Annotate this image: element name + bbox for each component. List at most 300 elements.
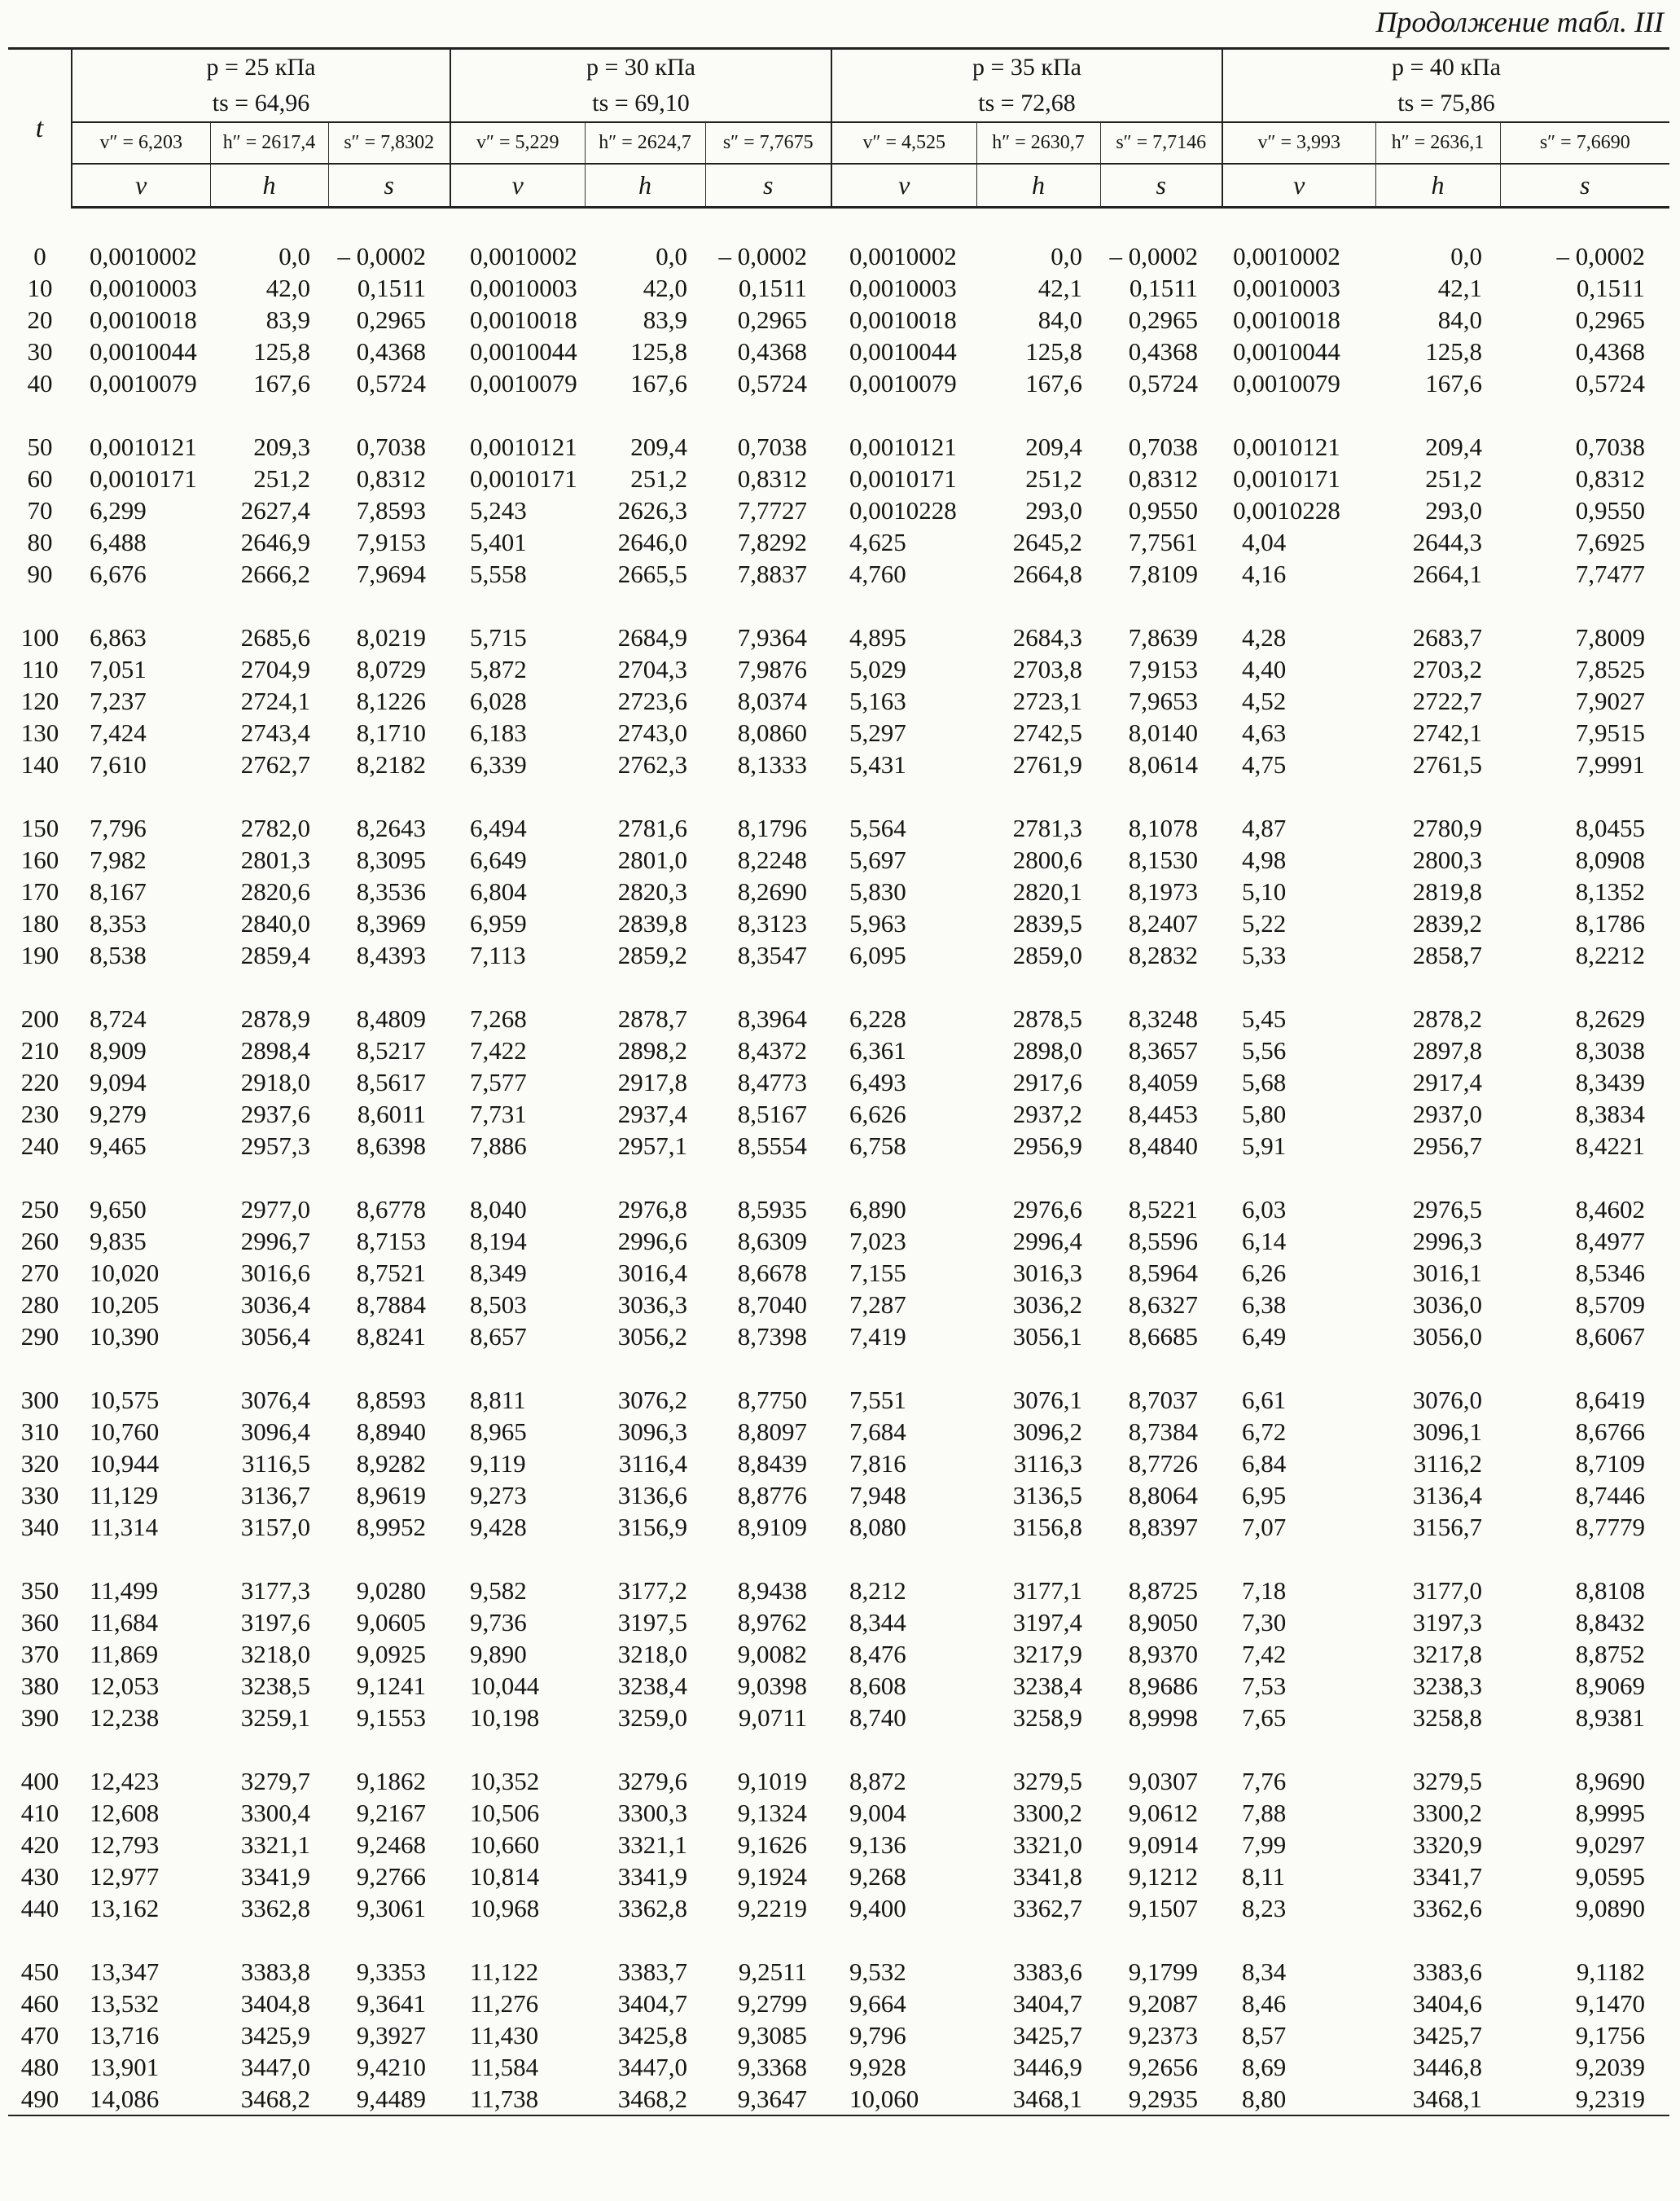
value-cell: 9,0297 xyxy=(1575,1830,1646,1859)
value-cell: 9,796 xyxy=(849,2021,906,2049)
value-cell: 7,9153 xyxy=(356,528,426,556)
table-row xyxy=(8,844,1669,876)
value-cell: 7,796 xyxy=(90,814,147,842)
value-cell: 9,136 xyxy=(849,1830,906,1859)
value-cell: 293,0 xyxy=(1425,496,1482,525)
value-cell: 2704,9 xyxy=(240,655,310,683)
value-cell: 2898,4 xyxy=(240,1036,310,1065)
value-cell: 3258,8 xyxy=(1412,1703,1482,1732)
value-cell: 0,0010002 xyxy=(470,242,577,270)
value-cell: 167,6 xyxy=(1425,369,1482,398)
value-cell: 0,0010079 xyxy=(90,369,197,398)
value-cell: 167,6 xyxy=(1025,369,1082,398)
value-cell: 8,9998 xyxy=(1128,1703,1198,1732)
table-row xyxy=(8,1098,1669,1130)
value-cell: 8,4840 xyxy=(1128,1131,1198,1160)
value-cell: 8,344 xyxy=(849,1608,906,1636)
value-cell: 8,2629 xyxy=(1575,1004,1646,1033)
value-cell: 3404,7 xyxy=(617,1989,687,2018)
value-cell: 8,5964 xyxy=(1128,1259,1198,1287)
value-cell: 13,532 xyxy=(90,1989,160,2018)
value-cell: 0,1511 xyxy=(738,274,807,302)
temperature-cell: 210 xyxy=(20,1036,59,1065)
value-cell: 0,8312 xyxy=(737,464,807,493)
value-cell: 2782,0 xyxy=(240,814,310,842)
temperature-cell: 110 xyxy=(21,655,59,683)
value-cell: 2918,0 xyxy=(240,1068,310,1096)
value-cell: 5,401 xyxy=(470,528,527,556)
value-cell: 9,582 xyxy=(470,1576,527,1605)
table-row xyxy=(8,558,1669,590)
temperature-cell: 420 xyxy=(20,1830,59,1859)
value-cell: 8,0614 xyxy=(1128,750,1198,779)
value-cell: 8,8108 xyxy=(1575,1576,1646,1605)
value-cell: 5,715 xyxy=(470,623,527,652)
saturation-value: h″ = 2624,7 xyxy=(585,122,705,164)
value-cell: 8,9438 xyxy=(737,1576,807,1605)
pressure-label: p = 30 кПа xyxy=(586,54,695,81)
value-cell: 3036,0 xyxy=(1412,1290,1482,1319)
value-cell: 2956,9 xyxy=(1012,1131,1082,1160)
value-cell: 8,5217 xyxy=(356,1036,426,1065)
value-cell: 2937,6 xyxy=(240,1100,310,1128)
value-cell: 9,3647 xyxy=(705,2083,831,2115)
value-cell: 7,982 xyxy=(90,846,147,874)
value-cell: 8,4372 xyxy=(737,1036,807,1065)
value-cell: 2685,6 xyxy=(240,623,310,652)
value-cell: 8,7109 xyxy=(1575,1449,1646,1478)
value-cell: 83,9 xyxy=(265,305,310,334)
value-cell: 9,400 xyxy=(849,1894,906,1922)
value-cell: 2840,0 xyxy=(240,909,310,938)
value-cell: 251,2 xyxy=(630,464,687,493)
value-cell: 6,339 xyxy=(470,750,527,779)
value-cell: 4,75 xyxy=(1242,750,1287,779)
value-cell: 3096,3 xyxy=(617,1417,687,1446)
value-cell: 0,0010018 xyxy=(90,305,197,334)
table-row xyxy=(8,876,1669,907)
value-cell: 3016,6 xyxy=(240,1259,310,1287)
temperature-cell: 290 xyxy=(20,1322,59,1351)
value-cell: 8,4773 xyxy=(737,1068,807,1096)
value-cell: 3279,7 xyxy=(240,1767,310,1795)
value-cell: 5,029 xyxy=(849,655,906,683)
value-cell: 8,3248 xyxy=(1128,1004,1198,1033)
value-cell: 3116,3 xyxy=(1013,1449,1082,1478)
table-body xyxy=(8,208,1669,2116)
table-row xyxy=(8,494,1669,526)
value-cell: 0,8312 xyxy=(1128,464,1198,493)
value-cell: 9,2219 xyxy=(737,1894,807,1922)
value-cell: 2762,7 xyxy=(240,750,310,779)
value-cell: 8,2407 xyxy=(1128,909,1198,938)
value-cell: 8,3964 xyxy=(737,1004,807,1033)
value-cell: 4,28 xyxy=(1242,623,1287,652)
spacer-cell xyxy=(8,399,1669,431)
value-cell: 7,287 xyxy=(849,1290,906,1319)
value-cell: 209,4 xyxy=(1025,433,1082,461)
value-cell: 3321,1 xyxy=(240,1830,310,1859)
temperature-cell: 100 xyxy=(20,623,59,652)
table-row xyxy=(8,1035,1669,1066)
temperature-cell: 230 xyxy=(20,1100,59,1128)
value-cell: 2898,0 xyxy=(1012,1036,1082,1065)
value-cell: 12,238 xyxy=(90,1703,160,1732)
value-cell: 0,0010171 xyxy=(1233,464,1340,493)
temperature-cell: 450 xyxy=(20,1957,59,1986)
value-cell: 0,1511 xyxy=(357,274,426,302)
value-cell: 9,3353 xyxy=(356,1957,426,1986)
table-row xyxy=(8,1479,1669,1511)
value-cell: 2878,9 xyxy=(240,1004,310,1033)
value-cell: 11,869 xyxy=(90,1640,159,1668)
temperature-cell: 370 xyxy=(20,1640,59,1668)
value-cell: 5,830 xyxy=(849,877,906,906)
value-cell: 8,0860 xyxy=(737,718,807,747)
value-cell: 8,811 xyxy=(470,1386,526,1414)
value-cell: 3279,5 xyxy=(1412,1767,1482,1795)
value-cell: 2704,3 xyxy=(617,655,687,683)
value-cell: 0,5724 xyxy=(737,369,807,398)
value-cell: 6,26 xyxy=(1242,1259,1287,1287)
value-cell: – 0,0002 xyxy=(337,242,426,270)
value-cell: 6,493 xyxy=(849,1068,906,1096)
temperature-cell: 340 xyxy=(20,1513,59,1541)
column-symbol: v xyxy=(1222,164,1375,208)
temperature-cell: 60 xyxy=(27,464,53,493)
value-cell: 10,390 xyxy=(90,1322,160,1351)
value-cell: 10,506 xyxy=(470,1799,540,1827)
value-cell: 9,1182 xyxy=(1576,1957,1646,1986)
value-cell: 3096,1 xyxy=(1412,1417,1482,1446)
column-symbol: s xyxy=(1500,164,1669,208)
value-cell: 0,4368 xyxy=(1575,337,1646,366)
value-cell: 10,814 xyxy=(470,1862,540,1891)
value-cell: 5,963 xyxy=(849,909,906,938)
value-cell: 6,38 xyxy=(1242,1290,1287,1319)
value-cell: 9,2319 xyxy=(1500,2083,1669,2115)
value-cell: 10,205 xyxy=(90,1290,160,1319)
value-cell: 7,9153 xyxy=(1128,655,1198,683)
value-cell: 8,7726 xyxy=(1128,1449,1198,1478)
value-cell: 13,716 xyxy=(90,2021,160,2049)
table-row xyxy=(8,1003,1669,1035)
value-cell: 6,626 xyxy=(849,1100,906,1128)
value-cell: 11,129 xyxy=(90,1481,159,1509)
value-cell: 5,697 xyxy=(849,846,906,874)
value-cell: 0,0 xyxy=(656,242,687,270)
value-cell: 9,1553 xyxy=(356,1703,426,1732)
value-cell: 0,0010079 xyxy=(470,369,577,398)
value-cell: 8,0219 xyxy=(356,623,426,652)
value-cell: 125,8 xyxy=(253,337,310,366)
value-cell: 2957,1 xyxy=(617,1131,687,1160)
value-cell: 8,5709 xyxy=(1575,1290,1646,1319)
value-cell: 8,6766 xyxy=(1575,1417,1646,1446)
value-cell: 8,69 xyxy=(1242,2053,1287,2081)
value-cell: 7,42 xyxy=(1242,1640,1287,1668)
table-row xyxy=(8,2019,1669,2051)
value-cell: 9,465 xyxy=(90,1131,147,1160)
value-cell: 3156,7 xyxy=(1412,1513,1482,1541)
saturation-value: s″ = 7,8302 xyxy=(328,122,450,164)
value-cell: 3425,9 xyxy=(240,2021,310,2049)
value-cell: 2976,6 xyxy=(1012,1195,1082,1224)
value-cell: 8,8940 xyxy=(356,1417,426,1446)
value-cell: 8,2182 xyxy=(356,750,426,779)
value-cell: 6,676 xyxy=(90,560,147,588)
value-cell: 9,0082 xyxy=(737,1640,807,1668)
t-column-header: t xyxy=(8,49,72,208)
value-cell: 7,8837 xyxy=(737,560,807,588)
value-cell: 0,0010171 xyxy=(849,464,957,493)
temperature-cell: 320 xyxy=(20,1449,59,1478)
temperature-cell: 430 xyxy=(20,1862,59,1891)
value-cell: 2742,1 xyxy=(1412,718,1482,747)
value-cell: 9,094 xyxy=(90,1068,147,1096)
value-cell: 9,0595 xyxy=(1575,1862,1646,1891)
value-cell: 125,8 xyxy=(1025,337,1082,366)
saturation-value: h″ = 2630,7 xyxy=(976,122,1100,164)
value-cell: 84,0 xyxy=(1437,305,1482,334)
temperature-cell: 70 xyxy=(27,496,53,525)
value-cell: 7,424 xyxy=(90,718,147,747)
value-cell: 9,0280 xyxy=(356,1576,426,1605)
temperature-cell: 330 xyxy=(20,1481,59,1509)
value-cell: 8,34 xyxy=(1242,1957,1287,1986)
value-cell: 0,0010044 xyxy=(470,337,577,366)
value-cell: 9,0398 xyxy=(737,1672,807,1700)
temperature-cell: 150 xyxy=(20,814,59,842)
value-cell: 7,268 xyxy=(470,1004,527,1033)
value-cell: 3116,2 xyxy=(1413,1449,1482,1478)
value-cell: 0,8312 xyxy=(356,464,426,493)
temperature-cell: 260 xyxy=(20,1227,59,1255)
saturation-temperature-label: ts = 75,86 xyxy=(1397,90,1495,116)
value-cell: 8,1333 xyxy=(737,750,807,779)
table-row xyxy=(8,1289,1669,1320)
value-cell: 3016,1 xyxy=(1412,1259,1482,1287)
table-row xyxy=(8,2083,1669,2115)
column-symbol: h xyxy=(585,164,705,208)
pressure-group-header xyxy=(450,49,831,123)
value-cell: 2683,7 xyxy=(1412,623,1482,652)
value-cell: 9,1862 xyxy=(356,1767,426,1795)
value-cell: 3425,8 xyxy=(617,2021,687,2049)
value-cell: 0,2965 xyxy=(737,305,807,334)
temperature-cell: 170 xyxy=(20,877,59,906)
value-cell: 13,347 xyxy=(90,1957,160,1986)
value-cell: 2996,3 xyxy=(1412,1227,1482,1255)
value-cell: 7,155 xyxy=(849,1259,906,1287)
temperature-cell: 410 xyxy=(20,1799,59,1827)
value-cell: 3036,3 xyxy=(617,1290,687,1319)
table-row xyxy=(8,907,1669,939)
value-cell: 8,657 xyxy=(470,1322,527,1351)
table-row xyxy=(8,1606,1669,1638)
value-cell: 8,46 xyxy=(1242,1989,1287,2018)
value-cell: 3404,6 xyxy=(1412,1989,1482,2018)
value-cell: 7,7727 xyxy=(737,496,807,525)
value-cell: 8,5617 xyxy=(356,1068,426,1096)
value-cell: 6,84 xyxy=(1242,1449,1287,1478)
value-cell: 11,430 xyxy=(470,2021,539,2049)
value-cell: 5,80 xyxy=(1242,1100,1287,1128)
value-cell: 8,9686 xyxy=(1128,1672,1198,1700)
value-cell: 9,4210 xyxy=(356,2053,426,2081)
value-cell: 3383,7 xyxy=(617,1957,687,1986)
value-cell: 8,2248 xyxy=(737,846,807,874)
value-cell: 8,2212 xyxy=(1575,941,1646,969)
value-cell: 10,575 xyxy=(90,1386,160,1414)
value-cell: 8,7153 xyxy=(356,1227,426,1255)
value-cell: 5,45 xyxy=(1242,1004,1287,1033)
value-cell: 3177,1 xyxy=(1012,1576,1082,1605)
value-cell: 7,8292 xyxy=(737,528,807,556)
temperature-cell: 0 xyxy=(33,242,46,270)
value-cell: 7,9991 xyxy=(1575,750,1646,779)
value-cell: 3076,0 xyxy=(1412,1386,1482,1414)
value-cell: 3177,0 xyxy=(1412,1576,1482,1605)
table-row xyxy=(8,1702,1669,1733)
temperature-cell: 80 xyxy=(27,528,53,556)
value-cell: 2646,9 xyxy=(240,528,310,556)
value-cell: 209,4 xyxy=(630,433,687,461)
value-cell: 7,8593 xyxy=(356,496,426,525)
value-cell: 167,6 xyxy=(630,369,687,398)
column-symbol: s xyxy=(1100,164,1222,208)
spacer-row xyxy=(8,971,1669,1003)
value-cell: 0,7038 xyxy=(1128,433,1198,461)
value-cell: 9,1799 xyxy=(1128,1957,1198,1986)
value-cell: 7,76 xyxy=(1242,1767,1287,1795)
value-cell: 9,532 xyxy=(849,1957,906,1986)
temperature-cell: 10 xyxy=(27,274,53,302)
value-cell: 9,1212 xyxy=(1128,1862,1198,1891)
table-row xyxy=(8,1797,1669,1829)
value-cell: 7,9694 xyxy=(356,560,426,588)
value-cell: 3362,8 xyxy=(617,1894,687,1922)
table-row xyxy=(8,812,1669,844)
value-cell: 7,65 xyxy=(1242,1703,1287,1732)
value-cell: 2898,2 xyxy=(617,1036,687,1065)
value-cell: 2743,0 xyxy=(617,718,687,747)
temperature-cell: 40 xyxy=(27,369,53,398)
value-cell: 9,2766 xyxy=(356,1862,426,1891)
value-cell: 3056,2 xyxy=(617,1322,687,1351)
temperature-cell: 480 xyxy=(20,2053,59,2081)
value-cell: 9,273 xyxy=(470,1481,527,1509)
temperature-cell: 140 xyxy=(20,750,59,779)
value-cell: 3177,2 xyxy=(617,1576,687,1605)
value-cell: 3076,4 xyxy=(240,1386,310,1414)
value-cell: 12,423 xyxy=(90,1767,160,1795)
saturation-temperature-label: ts = 69,10 xyxy=(592,90,690,116)
value-cell: 6,028 xyxy=(470,687,527,715)
temperature-cell: 250 xyxy=(20,1195,59,1224)
temperature-cell: 400 xyxy=(20,1767,59,1795)
value-cell: 9,428 xyxy=(470,1513,527,1541)
value-cell: 5,68 xyxy=(1242,1068,1287,1096)
value-cell: 9,0711 xyxy=(738,1703,807,1732)
table-row xyxy=(8,1066,1669,1098)
value-cell: 2957,3 xyxy=(240,1131,310,1160)
value-cell: 7,88 xyxy=(1242,1799,1287,1827)
value-cell: 2724,1 xyxy=(240,687,310,715)
table-row xyxy=(8,749,1669,780)
value-cell: 3076,1 xyxy=(1012,1386,1082,1414)
temperature-cell: 130 xyxy=(20,718,59,747)
table-row xyxy=(8,1956,1669,1988)
temperature-cell: 120 xyxy=(20,687,59,715)
value-cell: 3259,1 xyxy=(240,1703,310,1732)
value-cell: 3404,7 xyxy=(1012,1989,1082,2018)
table-row xyxy=(8,2051,1669,2083)
saturation-value: s″ = 7,6690 xyxy=(1500,122,1669,164)
value-cell: 0,0010121 xyxy=(90,433,197,461)
value-cell: 11,684 xyxy=(90,1608,159,1636)
value-cell: 9,1756 xyxy=(1575,2021,1646,2049)
value-cell: 8,724 xyxy=(90,1004,147,1033)
column-symbol: v xyxy=(72,164,210,208)
value-cell: 251,2 xyxy=(1025,464,1082,493)
temperature-cell: 240 xyxy=(20,1131,59,1160)
value-cell: 2839,2 xyxy=(1412,909,1482,938)
column-symbol: h xyxy=(1375,164,1500,208)
value-cell: 0,0010044 xyxy=(849,337,957,366)
spacer-cell xyxy=(8,1924,1669,1956)
value-cell: 8,3547 xyxy=(737,941,807,969)
value-cell: 0,5724 xyxy=(1128,369,1198,398)
value-cell: 8,5935 xyxy=(737,1195,807,1224)
value-cell: 3468,1 xyxy=(976,2083,1100,2115)
value-cell: 0,4368 xyxy=(356,337,426,366)
spacer-cell xyxy=(8,208,1669,241)
value-cell: 7,610 xyxy=(90,750,147,779)
value-cell: 3321,0 xyxy=(1012,1830,1082,1859)
value-cell: 3136,7 xyxy=(240,1481,310,1509)
value-cell: 4,52 xyxy=(1242,687,1287,715)
value-cell: 0,1511 xyxy=(1129,274,1198,302)
value-cell: 0,9550 xyxy=(1128,496,1198,525)
value-cell: 2937,4 xyxy=(617,1100,687,1128)
value-cell: 8,80 xyxy=(1222,2083,1375,2115)
value-cell: 3197,3 xyxy=(1412,1608,1482,1636)
value-cell: 2644,3 xyxy=(1412,528,1482,556)
value-cell: 0,0 xyxy=(1051,242,1082,270)
value-cell: 8,9995 xyxy=(1575,1799,1646,1827)
value-cell: 7,07 xyxy=(1242,1513,1287,1541)
value-cell: 3136,4 xyxy=(1412,1481,1482,1509)
value-cell: 8,0374 xyxy=(737,687,807,715)
value-cell: 7,18 xyxy=(1242,1576,1287,1605)
value-cell: 3096,2 xyxy=(1012,1417,1082,1446)
temperature-cell: 160 xyxy=(20,846,59,874)
value-cell: 9,0307 xyxy=(1128,1767,1198,1795)
value-cell: 8,6309 xyxy=(737,1227,807,1255)
table-row xyxy=(8,1575,1669,1606)
value-cell: 12,977 xyxy=(90,1862,160,1891)
value-cell: 2761,5 xyxy=(1412,750,1482,779)
value-cell: 10,020 xyxy=(90,1259,160,1287)
value-cell: 8,4221 xyxy=(1575,1131,1646,1160)
temperature-cell: 90 xyxy=(27,560,53,588)
value-cell: 6,758 xyxy=(849,1131,906,1160)
column-symbol: h xyxy=(976,164,1100,208)
table-row xyxy=(8,1988,1669,2019)
table-row xyxy=(8,336,1669,367)
value-cell: 0,9550 xyxy=(1575,496,1646,525)
